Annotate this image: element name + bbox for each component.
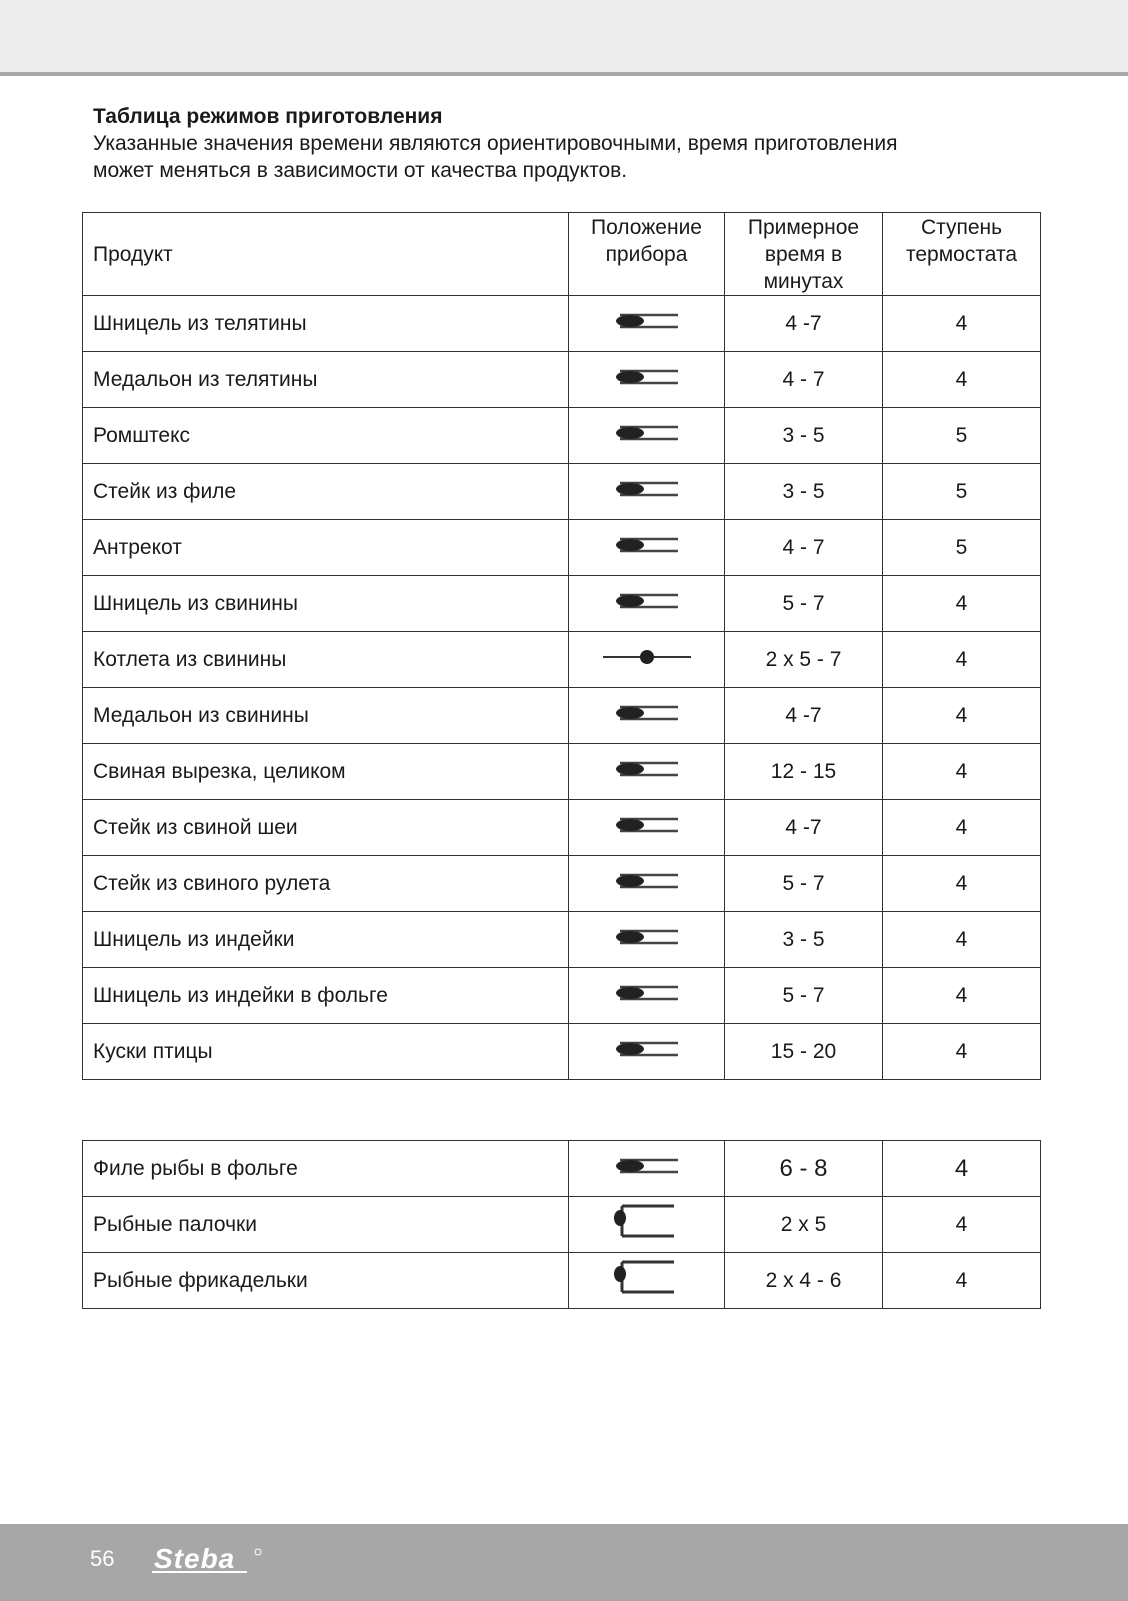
time-cell: 12 - 15 [725, 744, 883, 800]
position-cell [569, 408, 725, 464]
position-cell [569, 464, 725, 520]
table-row [83, 464, 1041, 520]
time-cell: 5 - 7 [725, 576, 883, 632]
time-cell: 4 - 7 [725, 352, 883, 408]
thermostat-cell: 4 [883, 688, 1041, 744]
time-cell: 4 -7 [725, 800, 883, 856]
time-cell: 3 - 5 [725, 464, 883, 520]
table-row [83, 520, 1041, 576]
raised-plate-icon [612, 1258, 682, 1304]
table-row-fish [83, 1197, 1041, 1253]
header-time-line-3: минутах [763, 269, 844, 293]
svg-text:Steba: Steba [154, 1544, 236, 1574]
flat-plate-icon [612, 925, 682, 955]
header-time [725, 213, 883, 296]
thermostat-cell: 4 [883, 912, 1041, 968]
product-cell: Свиная вырезка, целиком [83, 744, 569, 800]
page-number: 56 [90, 1546, 115, 1571]
position-cell [569, 856, 725, 912]
table-row-fish [83, 1253, 1041, 1309]
flat-plate-icon [612, 701, 682, 731]
flat-plate-icon [612, 309, 682, 339]
table-row [83, 576, 1041, 632]
thermostat-cell: 4 [883, 1024, 1041, 1080]
thermostat-cell: 4 [883, 352, 1041, 408]
header-band [0, 0, 1128, 72]
flat-plate-icon [612, 533, 682, 563]
cooking-table [82, 212, 1041, 1080]
table-row [83, 1024, 1041, 1080]
header-product: Продукт [83, 213, 569, 296]
flat-plate-icon [612, 813, 682, 843]
position-cell [569, 1024, 725, 1080]
intro-line-2: может меняться в зависимости от качества продуктов. [93, 159, 628, 182]
thermostat-cell: 4 [883, 1197, 1041, 1253]
header-position [569, 213, 725, 296]
thermostat-cell: 4 [883, 1253, 1041, 1309]
table-row [83, 408, 1041, 464]
flat-plate-icon [612, 421, 682, 451]
time-cell: 2 x 5 - 7 [725, 632, 883, 688]
time-cell: 3 - 5 [725, 408, 883, 464]
flat-plate-icon [612, 1037, 682, 1067]
position-cell [569, 1253, 725, 1309]
product-cell: Стейк из свиного рулета [83, 856, 569, 912]
time-cell: 4 -7 [725, 688, 883, 744]
position-cell [569, 688, 725, 744]
thermostat-cell: 4 [883, 856, 1041, 912]
raised-plate-icon [612, 1202, 682, 1248]
time-cell: 4 - 7 [725, 520, 883, 576]
time-cell: 5 - 7 [725, 856, 883, 912]
time-cell: 2 x 5 [725, 1197, 883, 1253]
position-cell [569, 296, 725, 352]
table-row-fish [83, 1141, 1041, 1197]
header-rule [0, 72, 1128, 76]
open-flat-icon [599, 647, 695, 673]
product-cell: Шницель из телятины [83, 296, 569, 352]
flat-plate-icon [612, 1154, 682, 1184]
time-cell: 6 - 8 [725, 1141, 883, 1197]
position-cell [569, 1141, 725, 1197]
thermostat-cell: 4 [883, 800, 1041, 856]
product-cell: Ромштекс [83, 408, 569, 464]
table-body [83, 296, 1041, 1080]
time-cell: 15 - 20 [725, 1024, 883, 1080]
intro-block [93, 104, 1053, 184]
product-cell: Шницель из индейки в фольге [83, 968, 569, 1024]
product-cell: Медальон из телятины [83, 352, 569, 408]
time-cell: 2 x 4 - 6 [725, 1253, 883, 1309]
position-cell [569, 352, 725, 408]
position-cell [569, 520, 725, 576]
position-cell [569, 576, 725, 632]
table-row [83, 856, 1041, 912]
thermostat-cell: 4 [883, 968, 1041, 1024]
time-cell: 3 - 5 [725, 912, 883, 968]
flat-plate-icon [612, 869, 682, 899]
position-cell [569, 968, 725, 1024]
fish-table [82, 1140, 1041, 1309]
thermostat-cell: 5 [883, 408, 1041, 464]
thermostat-cell: 4 [883, 1141, 1041, 1197]
intro-line-1: Указанные значения времени являются ориентировочными, время приготовления [93, 132, 898, 155]
product-cell: Котлета из свинины [83, 632, 569, 688]
thermostat-cell: 4 [883, 744, 1041, 800]
product-cell: Стейк из свиной шеи [83, 800, 569, 856]
product-cell: Медальон из свинины [83, 688, 569, 744]
header-thermostat [883, 213, 1041, 296]
product-cell: Антрекот [83, 520, 569, 576]
position-cell [569, 912, 725, 968]
table-row [83, 968, 1041, 1024]
flat-plate-icon [612, 981, 682, 1011]
table-row [83, 912, 1041, 968]
header-thermostat-line-2: термостата [905, 242, 1018, 266]
position-cell [569, 744, 725, 800]
flat-plate-icon [612, 757, 682, 787]
product-cell: Рыбные палочки [83, 1197, 569, 1253]
table-row [83, 352, 1041, 408]
header-time-line-1: Примерное [747, 215, 860, 239]
table-header-row [83, 213, 1041, 296]
table-row [83, 688, 1041, 744]
header-time-line-2: время в [764, 242, 843, 266]
table-row [83, 296, 1041, 352]
position-cell [569, 800, 725, 856]
thermostat-cell: 4 [883, 296, 1041, 352]
thermostat-cell: 5 [883, 464, 1041, 520]
flat-plate-icon [612, 589, 682, 619]
thermostat-cell: 4 [883, 632, 1041, 688]
product-cell: Филе рыбы в фольге [83, 1141, 569, 1197]
thermostat-cell: 4 [883, 576, 1041, 632]
product-cell: Шницель из свинины [83, 576, 569, 632]
time-cell: 5 - 7 [725, 968, 883, 1024]
intro-text [93, 130, 1053, 184]
header-thermostat-line-1: Ступень [920, 215, 1003, 239]
header-position-line-1: Положение [591, 215, 702, 239]
time-cell: 4 -7 [725, 296, 883, 352]
product-cell: Стейк из филе [83, 464, 569, 520]
table-row [83, 800, 1041, 856]
table-row [83, 632, 1041, 688]
page-title: Таблица режимов приготовления [93, 105, 443, 128]
product-cell: Куски птицы [83, 1024, 569, 1080]
thermostat-cell: 5 [883, 520, 1041, 576]
product-cell: Рыбные фрикадельки [83, 1253, 569, 1309]
product-cell: Шницель из индейки [83, 912, 569, 968]
table-row [83, 744, 1041, 800]
position-cell [569, 632, 725, 688]
brand-logo [152, 1544, 267, 1581]
header-position-line-2: прибора [605, 242, 688, 266]
position-cell [569, 1197, 725, 1253]
footer-band [0, 1524, 1128, 1601]
flat-plate-icon [612, 477, 682, 507]
flat-plate-icon [612, 365, 682, 395]
table-body-fish [83, 1141, 1041, 1309]
